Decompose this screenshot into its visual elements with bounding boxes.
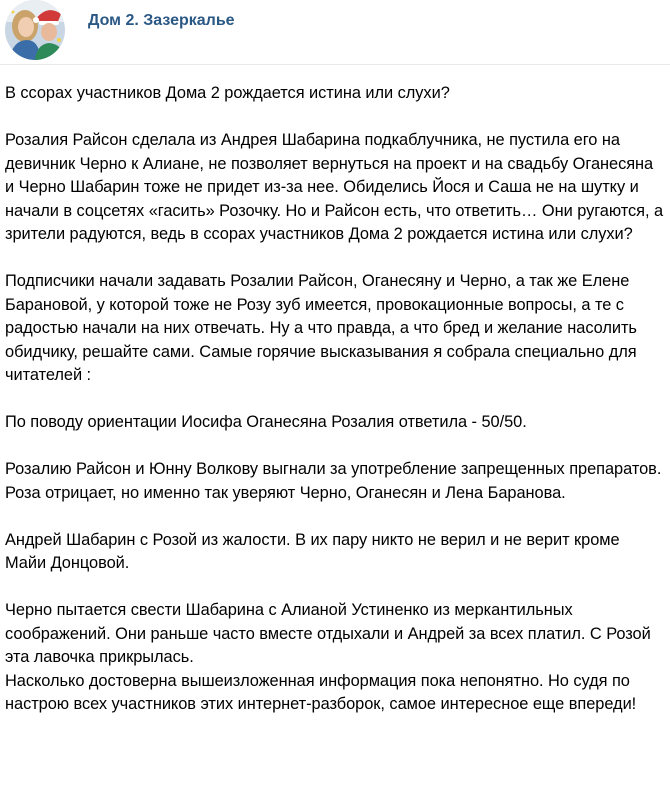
- post-paragraph: Подписчики начали задавать Розалии Райсон, Оганесяну и Черно, а так же Елене Барановой, у которой тоже не Розу зуб имеется, провокационные вопросы, а те с радостью начали на них отвечать. Ну а что правда, а что бред и желание насолить обидчику, решайте сами. Самые горячие высказывания я собрала специально для читателей :: [5, 272, 637, 384]
- post-paragraph: Розалию Райсон и Юнну Волкову выгнали за употребление запрещенных препаратов. Роза отрицает, но именно так уверяют Черно, Оганесян и Лена Баранова.: [5, 460, 662, 502]
- post-paragraph: Розалия Райсон сделала из Андрея Шабарина подкаблучника, не пустила его на девичник Черно к Алиане, не позволяет вернуться на проект и на свадьбу Оганесяна и Черно Шабарин тоже не придет из-за нее. Обиделись Йося и Саша не на шутку и начали в соцсетях «гасить» Розочку. Но и Райсон есть, что ответить… Они ругаются, а зрители радуются, ведь в ссорах участников Дома 2 рождается истина или слухи?: [5, 131, 664, 243]
- post-paragraph: По поводу ориентации Иосифа Оганесяна Розалия ответила - 50/50.: [5, 413, 527, 431]
- post-paragraph: Черно пытается свести Шабарина с Алианой Устиненко из меркантильных соображений. Они раньше часто вместе отдыхали и Андрей за всех платил. С Розой эта лавочка прикрылась.: [5, 601, 651, 666]
- post-paragraph: В ссорах участников Дома 2 рождается истина или слухи?: [5, 84, 450, 102]
- post-paragraph: Насколько достоверна вышеизложенная информация пока непонятно. Но судя по настрою всех участников этих интернет-разборок, самое интересное еще впереди!: [5, 671, 637, 713]
- community-avatar-icon: [5, 0, 65, 60]
- post-header: [0, 0, 670, 65]
- post-text: [5, 82, 665, 717]
- post-paragraph: Андрей Шабарин с Розой из жалости. В их пару никто не верил и не верит кроме Майи Донцовой.: [5, 530, 620, 572]
- community-name-link[interactable]: Дом 2. Зазеркалье: [88, 12, 235, 29]
- community-avatar[interactable]: [5, 0, 65, 60]
